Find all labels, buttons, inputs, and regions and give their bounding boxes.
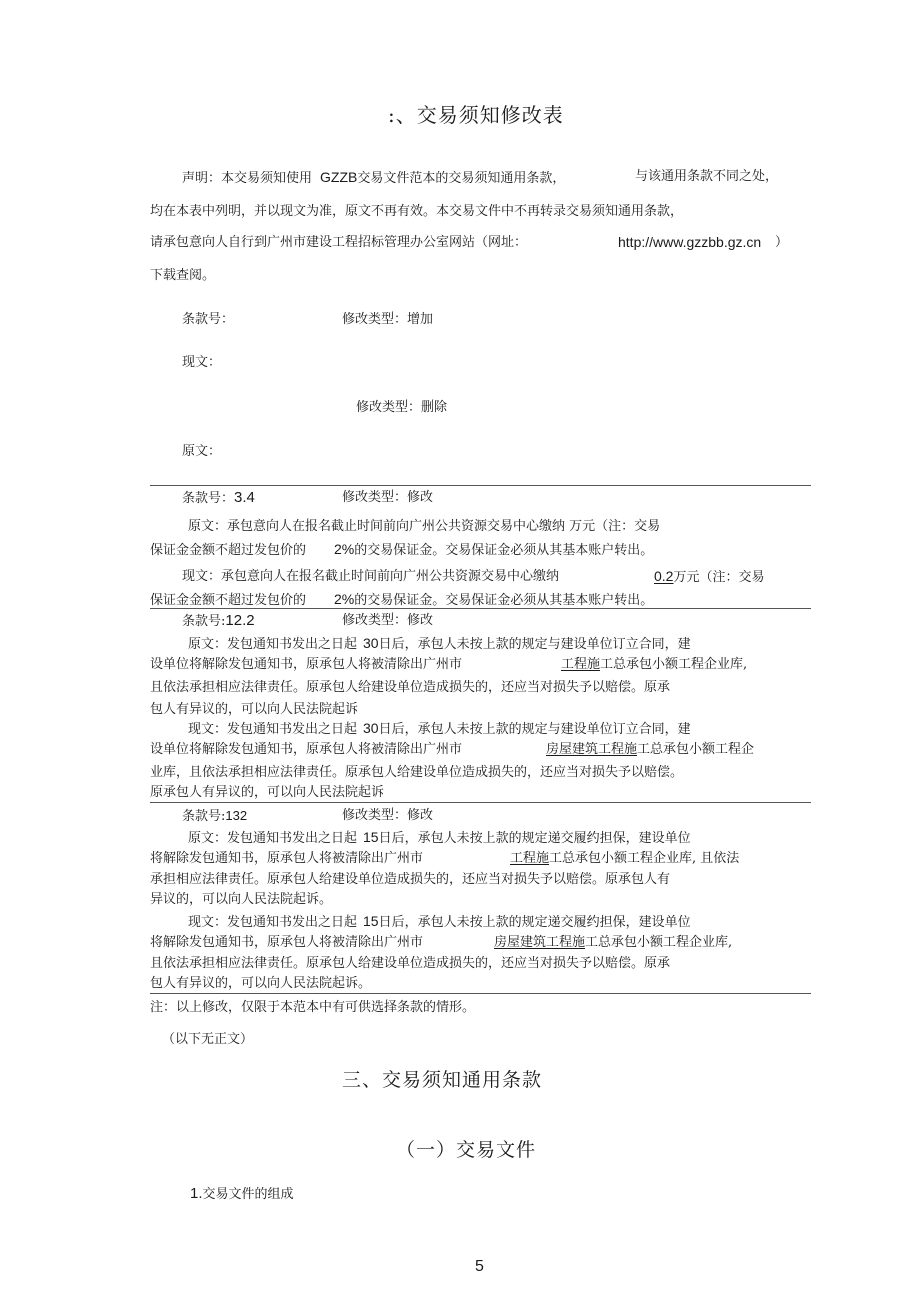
- clause-row-12-2: [182, 613, 255, 630]
- clause-number: 12.2: [225, 612, 255, 629]
- text-span: 保证金金额不超过发包价的: [150, 593, 307, 608]
- text-span: 现文：发包通知书发出之日起: [188, 915, 358, 930]
- current-text-line: 原承包人有异议的，可以向人民法院起诉: [150, 785, 385, 800]
- underlined-term: 房屋建筑工程施: [546, 742, 638, 757]
- end-of-text-marker: （以下无正文）: [162, 1032, 254, 1047]
- clause-number: 3.4: [234, 489, 255, 506]
- statement-paren-close: ）: [775, 235, 789, 250]
- text-span: 工总承包小额工程企业库,: [585, 935, 733, 950]
- statement-line-2: 均在本表中列明，并以现文为准，原文不再有效。本交易文件中不再转录交易须知通用条款，: [150, 204, 684, 219]
- modification-note: 注：以上修改，仅限于本范本中有可供选择条款的情形。: [150, 1000, 476, 1015]
- original-text-line: 异议的，可以向人民法院起诉。: [150, 892, 333, 907]
- text-span: 日后，承包人未按上款的规定递交履约担保，建设单位: [378, 915, 691, 930]
- list-number: 1: [190, 1185, 199, 1202]
- original-text-line: 包人有异议的，可以向人民法院起诉: [150, 702, 359, 717]
- current-text-line-end: [654, 568, 764, 586]
- list-text: .交易文件的组成: [198, 1187, 294, 1202]
- statement-line-3: 请承包意向人自行到广州市建设工程招标管理办公室网站（网址：: [150, 235, 528, 250]
- original-text-line-end: [561, 657, 747, 673]
- original-text-line-end: [510, 851, 739, 867]
- original-text-line: [150, 541, 653, 559]
- current-text-line: 将解除发包通知书，原承包人将被清除出广州市: [150, 935, 424, 950]
- clause-label-add: 条款号：: [182, 312, 235, 327]
- section-heading: 三、交易须知通用条款: [342, 1069, 543, 1091]
- original-text-line: [188, 829, 691, 847]
- subsection-heading: （一）交易文件: [396, 1139, 537, 1161]
- table-rule: [150, 802, 811, 803]
- text-span: 日后，承包人未按上款的规定与建设单位订立合同，建: [378, 637, 691, 652]
- original-text-line: 将解除发包通知书，原承包人将被清除出广州市: [150, 851, 424, 866]
- original-text-label: 原文：: [182, 444, 222, 459]
- percent-value: 2%: [334, 591, 355, 607]
- table-rule: [150, 993, 811, 994]
- current-text-line-end: [546, 742, 754, 758]
- current-text-line: 包人有异议的，可以向人民法院起诉。: [150, 976, 372, 991]
- statement-line-4: 下载查阅。: [150, 268, 216, 283]
- days-value: 30: [363, 720, 379, 736]
- clause-label: 条款号:: [182, 809, 226, 824]
- current-text-label: 现文：: [182, 355, 222, 370]
- current-text-line: 业库，且依法承担相应法律责任。原承包人给建设单位造成损失的，还应当对损失予以赔偿。: [150, 765, 684, 780]
- deposit-amount: 0.2: [654, 568, 674, 584]
- text-span: 日后，承包人未按上款的规定递交履约担保，建设单位: [378, 831, 691, 846]
- current-text-line: [188, 913, 691, 931]
- underlined-term: 工程施: [561, 657, 601, 672]
- clause-row-132: [182, 808, 247, 825]
- current-text-line: 且依法承担相应法律责任。原承包人给建设单位造成损失的，还应当对损失予以赔偿。原承: [150, 956, 671, 971]
- statement-text: 声明：本交易须知使用: [182, 171, 313, 186]
- current-text-line-end: [494, 935, 732, 951]
- text-span: 工总承包小额工程企业库, 且依法: [549, 851, 740, 866]
- original-text-line: 且依法承担相应法律责任。原承包人给建设单位造成损失的，还应当对损失予以赔偿。原承: [150, 680, 671, 695]
- statement-text: 交易文件范本的交易须知通用条款，: [357, 171, 566, 186]
- text-span: 的交易保证金。交易保证金必须从其基本账户转出。: [354, 593, 654, 608]
- original-text-line: 设单位将解除发包通知书，原承包人将被清除出广州市: [150, 657, 463, 672]
- text-span: 万元（注：交易: [673, 570, 765, 585]
- clause-number: 132: [225, 808, 248, 823]
- days-value: 30: [363, 635, 379, 651]
- days-value: 15: [363, 913, 379, 929]
- clause-row-3-4: [182, 490, 255, 507]
- modify-type: 修改类型：修改: [342, 808, 434, 823]
- statement-line-1: [182, 169, 565, 187]
- list-item: [190, 1186, 293, 1203]
- table-rule: [150, 608, 811, 609]
- current-text-line: [150, 591, 653, 609]
- gzzb-label: GZZB: [320, 169, 358, 185]
- text-span: 保证金金额不超过发包价的: [150, 543, 307, 558]
- modify-type-delete: 修改类型：删除: [356, 400, 448, 415]
- text-span: 原文：发包通知书发出之日起: [188, 831, 358, 846]
- text-span: 工总承包小额工程企: [637, 742, 755, 757]
- original-text-line: 承担相应法律责任。原承包人给建设单位造成损失的，还应当对损失予以赔偿。原承包人有: [150, 872, 671, 887]
- underlined-term: 工程施: [510, 851, 550, 866]
- current-text-line: 现文：承包意向人在报名截止时间前向广州公共资源交易中心缴纳: [182, 569, 560, 584]
- current-text-line: 设单位将解除发包通知书，原承包人将被清除出广州市: [150, 742, 463, 757]
- text-span: 现文：发包通知书发出之日起: [188, 722, 358, 737]
- text-span: 的交易保证金。交易保证金必须从其基本账户转出。: [354, 543, 654, 558]
- table-rule: [150, 485, 811, 486]
- days-value: 15: [363, 829, 379, 845]
- underlined-term: 房屋建筑工程施: [494, 935, 586, 950]
- modify-type: 修改类型：修改: [342, 613, 434, 628]
- current-text-line: [188, 720, 691, 738]
- text-span: 日后，承包人未按上款的规定与建设单位订立合同，建: [378, 722, 691, 737]
- page-number: 5: [475, 1258, 484, 1275]
- text-span: 工总承包小额工程企业库,: [600, 657, 748, 672]
- clause-label: 条款号:: [182, 614, 226, 629]
- original-text-line: [188, 635, 691, 653]
- document-title: :、交易须知修改表: [388, 103, 564, 127]
- percent-value: 2%: [334, 541, 355, 557]
- statement-line-1-end: 与该通用条款不同之处，: [635, 169, 779, 184]
- original-text-line: 原文：承包意向人在报名截止时间前向广州公共资源交易中心缴纳 万元（注：交易: [188, 519, 661, 534]
- text-span: 原文：发包通知书发出之日起: [188, 637, 358, 652]
- modify-type-add: 修改类型：增加: [342, 312, 434, 327]
- modify-type: 修改类型：修改: [342, 490, 434, 505]
- website-url[interactable]: http://www.gzzbb.gz.cn: [618, 234, 762, 250]
- clause-label: 条款号：: [182, 491, 235, 506]
